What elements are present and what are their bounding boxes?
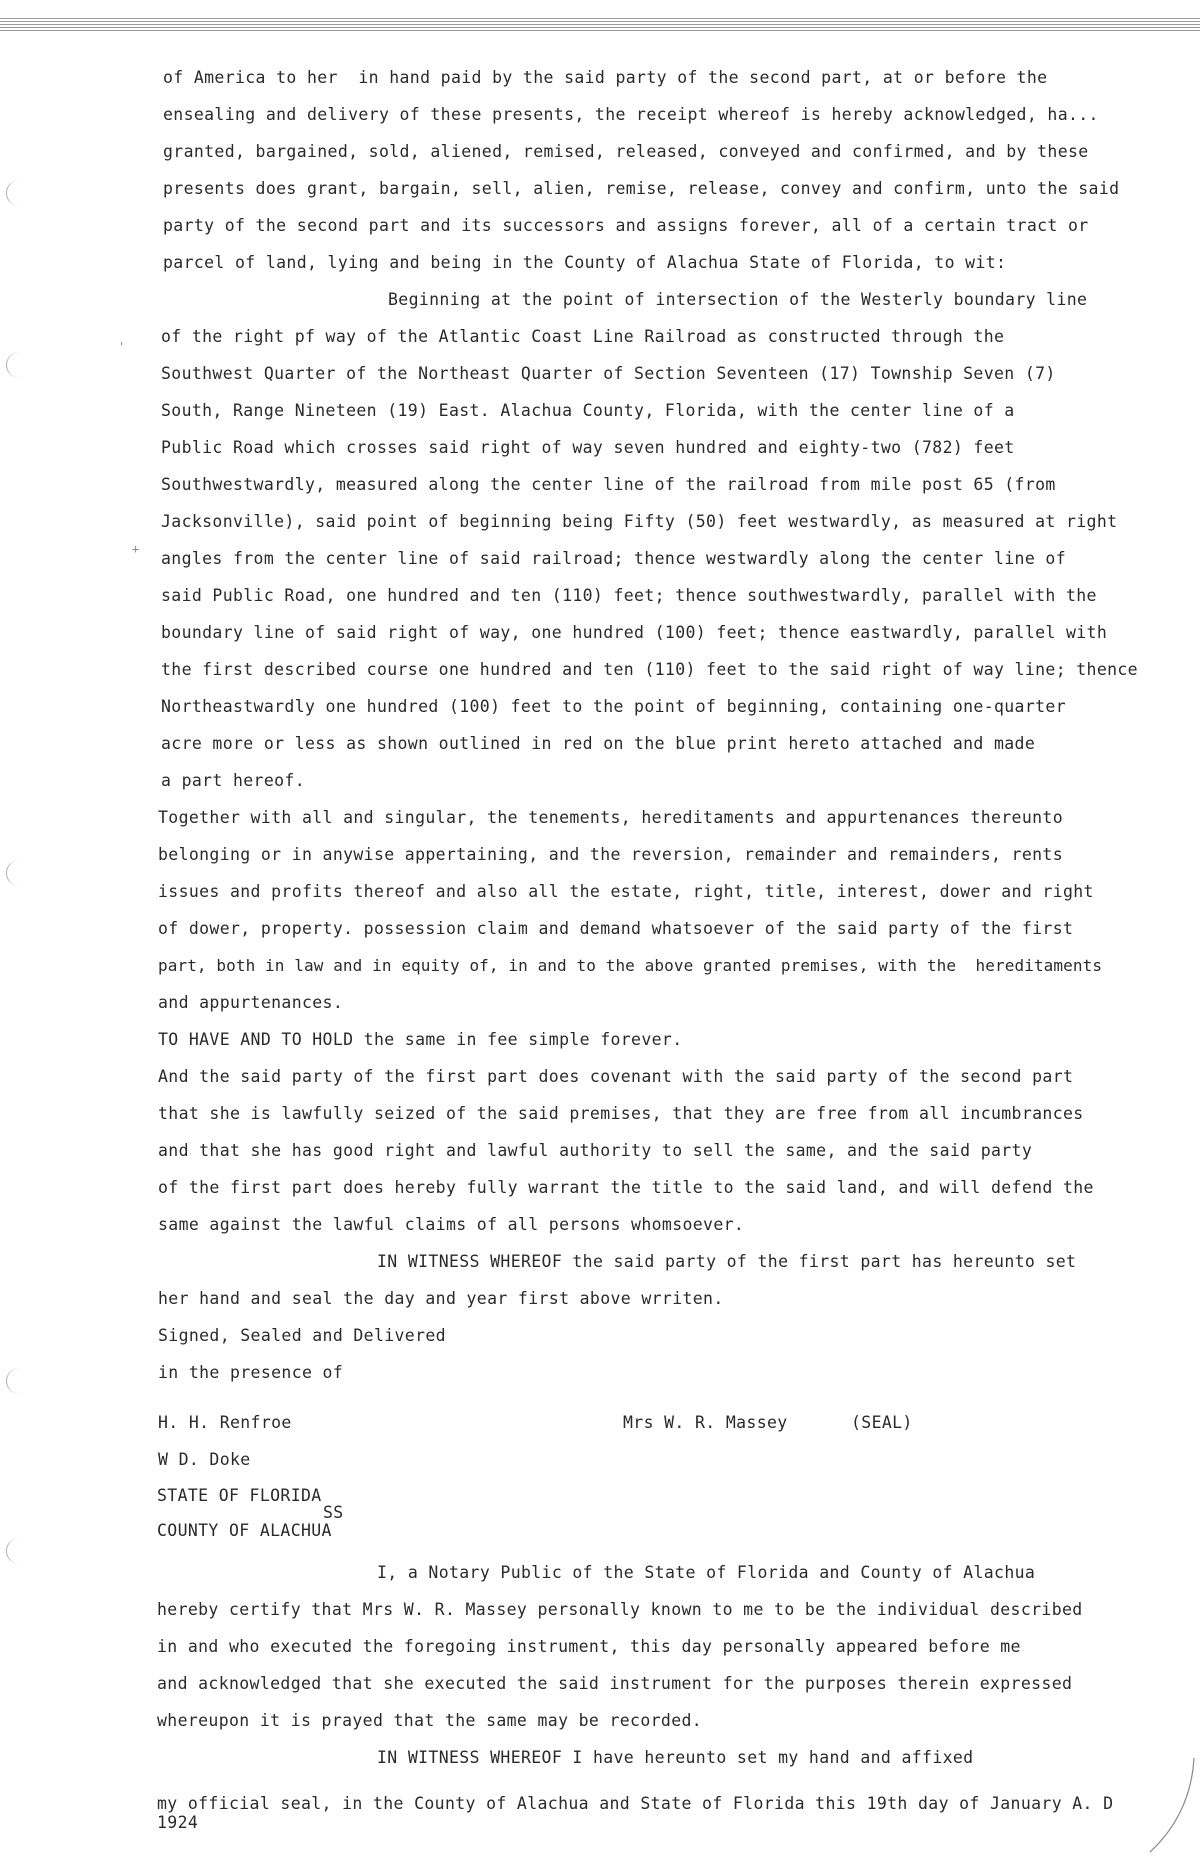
body-line: the first described course one hundred and ten (110) feet to the said right of way line; thence	[161, 660, 1138, 679]
habendum-clause: TO HAVE AND TO HOLD the same in fee simple forever.	[158, 1030, 683, 1049]
body-line: issues and profits thereof and also all the estate, right, title, interest, dower and right	[158, 882, 1094, 901]
body-line: a part hereof.	[161, 771, 305, 790]
acknowledgment-line: I, a Notary Public of the State of Florida and County of Alachua	[377, 1563, 1036, 1582]
body-line: Jacksonville), said point of beginning being Fifty (50) feet westwardly, as measured at right	[161, 512, 1118, 531]
body-line: belonging or in anywise appertaining, and the reversion, remainder and remainders, rents	[158, 845, 1063, 864]
margin-tick-mark: '	[118, 340, 126, 354]
body-line: And the said party of the first part does covenant with the said party of the second part	[158, 1067, 1074, 1086]
body-line: granted, bargained, sold, aliened, remised, released, conveyed and confirmed, and by these	[163, 142, 1089, 161]
venue-state: STATE OF FLORIDA	[157, 1486, 322, 1505]
execution-label: Signed, Sealed and Delivered	[158, 1326, 446, 1345]
body-line: part, both in law and in equity of, in and to the above granted premises, with the hereditaments	[158, 956, 1103, 975]
body-line: of the right pf way of the Atlantic Coast Line Railroad as constructed through the	[161, 327, 1005, 346]
venue-county: COUNTY OF ALACHUA	[157, 1521, 332, 1540]
body-line: and that she has good right and lawful authority to sell the same, and the said party	[158, 1141, 1033, 1160]
testimonium-clause: IN WITNESS WHEREOF the said party of the first part has hereunto set	[377, 1252, 1077, 1271]
body-line: acre more or less as shown outlined in red on the blue print hereto attached and made	[161, 734, 1036, 753]
body-line: Southwest Quarter of the Northeast Quarter of Section Seventeen (17) Township Seven (7)	[161, 364, 1056, 383]
witness-name: W D. Doke	[158, 1450, 251, 1469]
body-line: of the first part does hereby fully warrant the title to the said land, and will defend the	[158, 1178, 1094, 1197]
grantor-signature: Mrs W. R. Massey	[623, 1413, 788, 1432]
witness-name: H. H. Renfroe	[158, 1413, 292, 1432]
body-line: parcel of land, lying and being in the County of Alachua State of Florida, to wit:	[163, 253, 1007, 272]
execution-label: in the presence of	[158, 1363, 344, 1382]
body-line: Southwestwardly, measured along the center line of the railroad from mile post 65 (from	[161, 475, 1056, 494]
body-line: her hand and seal the day and year first above wrriten.	[158, 1289, 724, 1308]
body-line: that she is lawfully seized of the said premises, that they are free from all incumbrances	[158, 1104, 1084, 1123]
acknowledgment-line: and acknowledged that she executed the said instrument for the purposes therein expressed	[157, 1674, 1073, 1693]
body-line: party of the second part and its successors and assigns forever, all of a certain tract or	[163, 216, 1089, 235]
notary-testimonium: IN WITNESS WHEREOF I have hereunto set my hand and affixed	[377, 1748, 974, 1767]
body-line: Together with all and singular, the tenements, hereditaments and appurtenances thereunto	[158, 808, 1063, 827]
acknowledgment-line: my official seal, in the County of Alachua and State of Florida this 19th day of January A. D	[157, 1794, 1114, 1813]
acknowledgment-line: whereupon it is prayed that the same may be recorded.	[157, 1711, 703, 1730]
body-line: boundary line of said right of way, one hundred (100) feet; thence eastwardly, parallel with	[161, 623, 1108, 642]
body-line: Northeastwardly one hundred (100) feet to the point of beginning, containing one-quarter	[161, 697, 1066, 716]
margin-tick-mark: +	[132, 542, 140, 556]
body-line: of dower, property. possession claim and demand whatsoever of the said party of the first	[158, 919, 1074, 938]
body-line: Public Road which crosses said right of way seven hundred and eighty-two (782) feet	[161, 438, 1015, 457]
body-line: ensealing and delivery of these presents, the receipt whereof is hereby acknowledged, ha...	[163, 105, 1099, 124]
body-line: said Public Road, one hundred and ten (110) feet; thence southwestwardly, parallel with the	[161, 586, 1097, 605]
venue-ss: SS	[323, 1503, 344, 1522]
body-line: angles from the center line of said railroad; thence westwardly along the center line of	[161, 549, 1066, 568]
acknowledgment-year: 1924	[157, 1813, 199, 1832]
body-line: same against the lawful claims of all persons whomsoever.	[158, 1215, 745, 1234]
acknowledgment-line: in and who executed the foregoing instrument, this day personally appeared before me	[157, 1637, 1021, 1656]
seal-label: (SEAL)	[851, 1413, 913, 1432]
body-line: Beginning at the point of intersection of the Westerly boundary line	[388, 290, 1088, 309]
body-line: and appurtenances.	[158, 993, 344, 1012]
body-line: presents does grant, bargain, sell, alien, remise, release, convey and confirm, unto the said	[163, 179, 1120, 198]
acknowledgment-line: hereby certify that Mrs W. R. Massey personally known to me to be the individual described	[157, 1600, 1083, 1619]
body-line: South, Range Nineteen (19) East. Alachua County, Florida, with the center line of a	[161, 401, 1015, 420]
body-line: of America to her in hand paid by the said party of the second part, at or before the	[163, 68, 1048, 87]
